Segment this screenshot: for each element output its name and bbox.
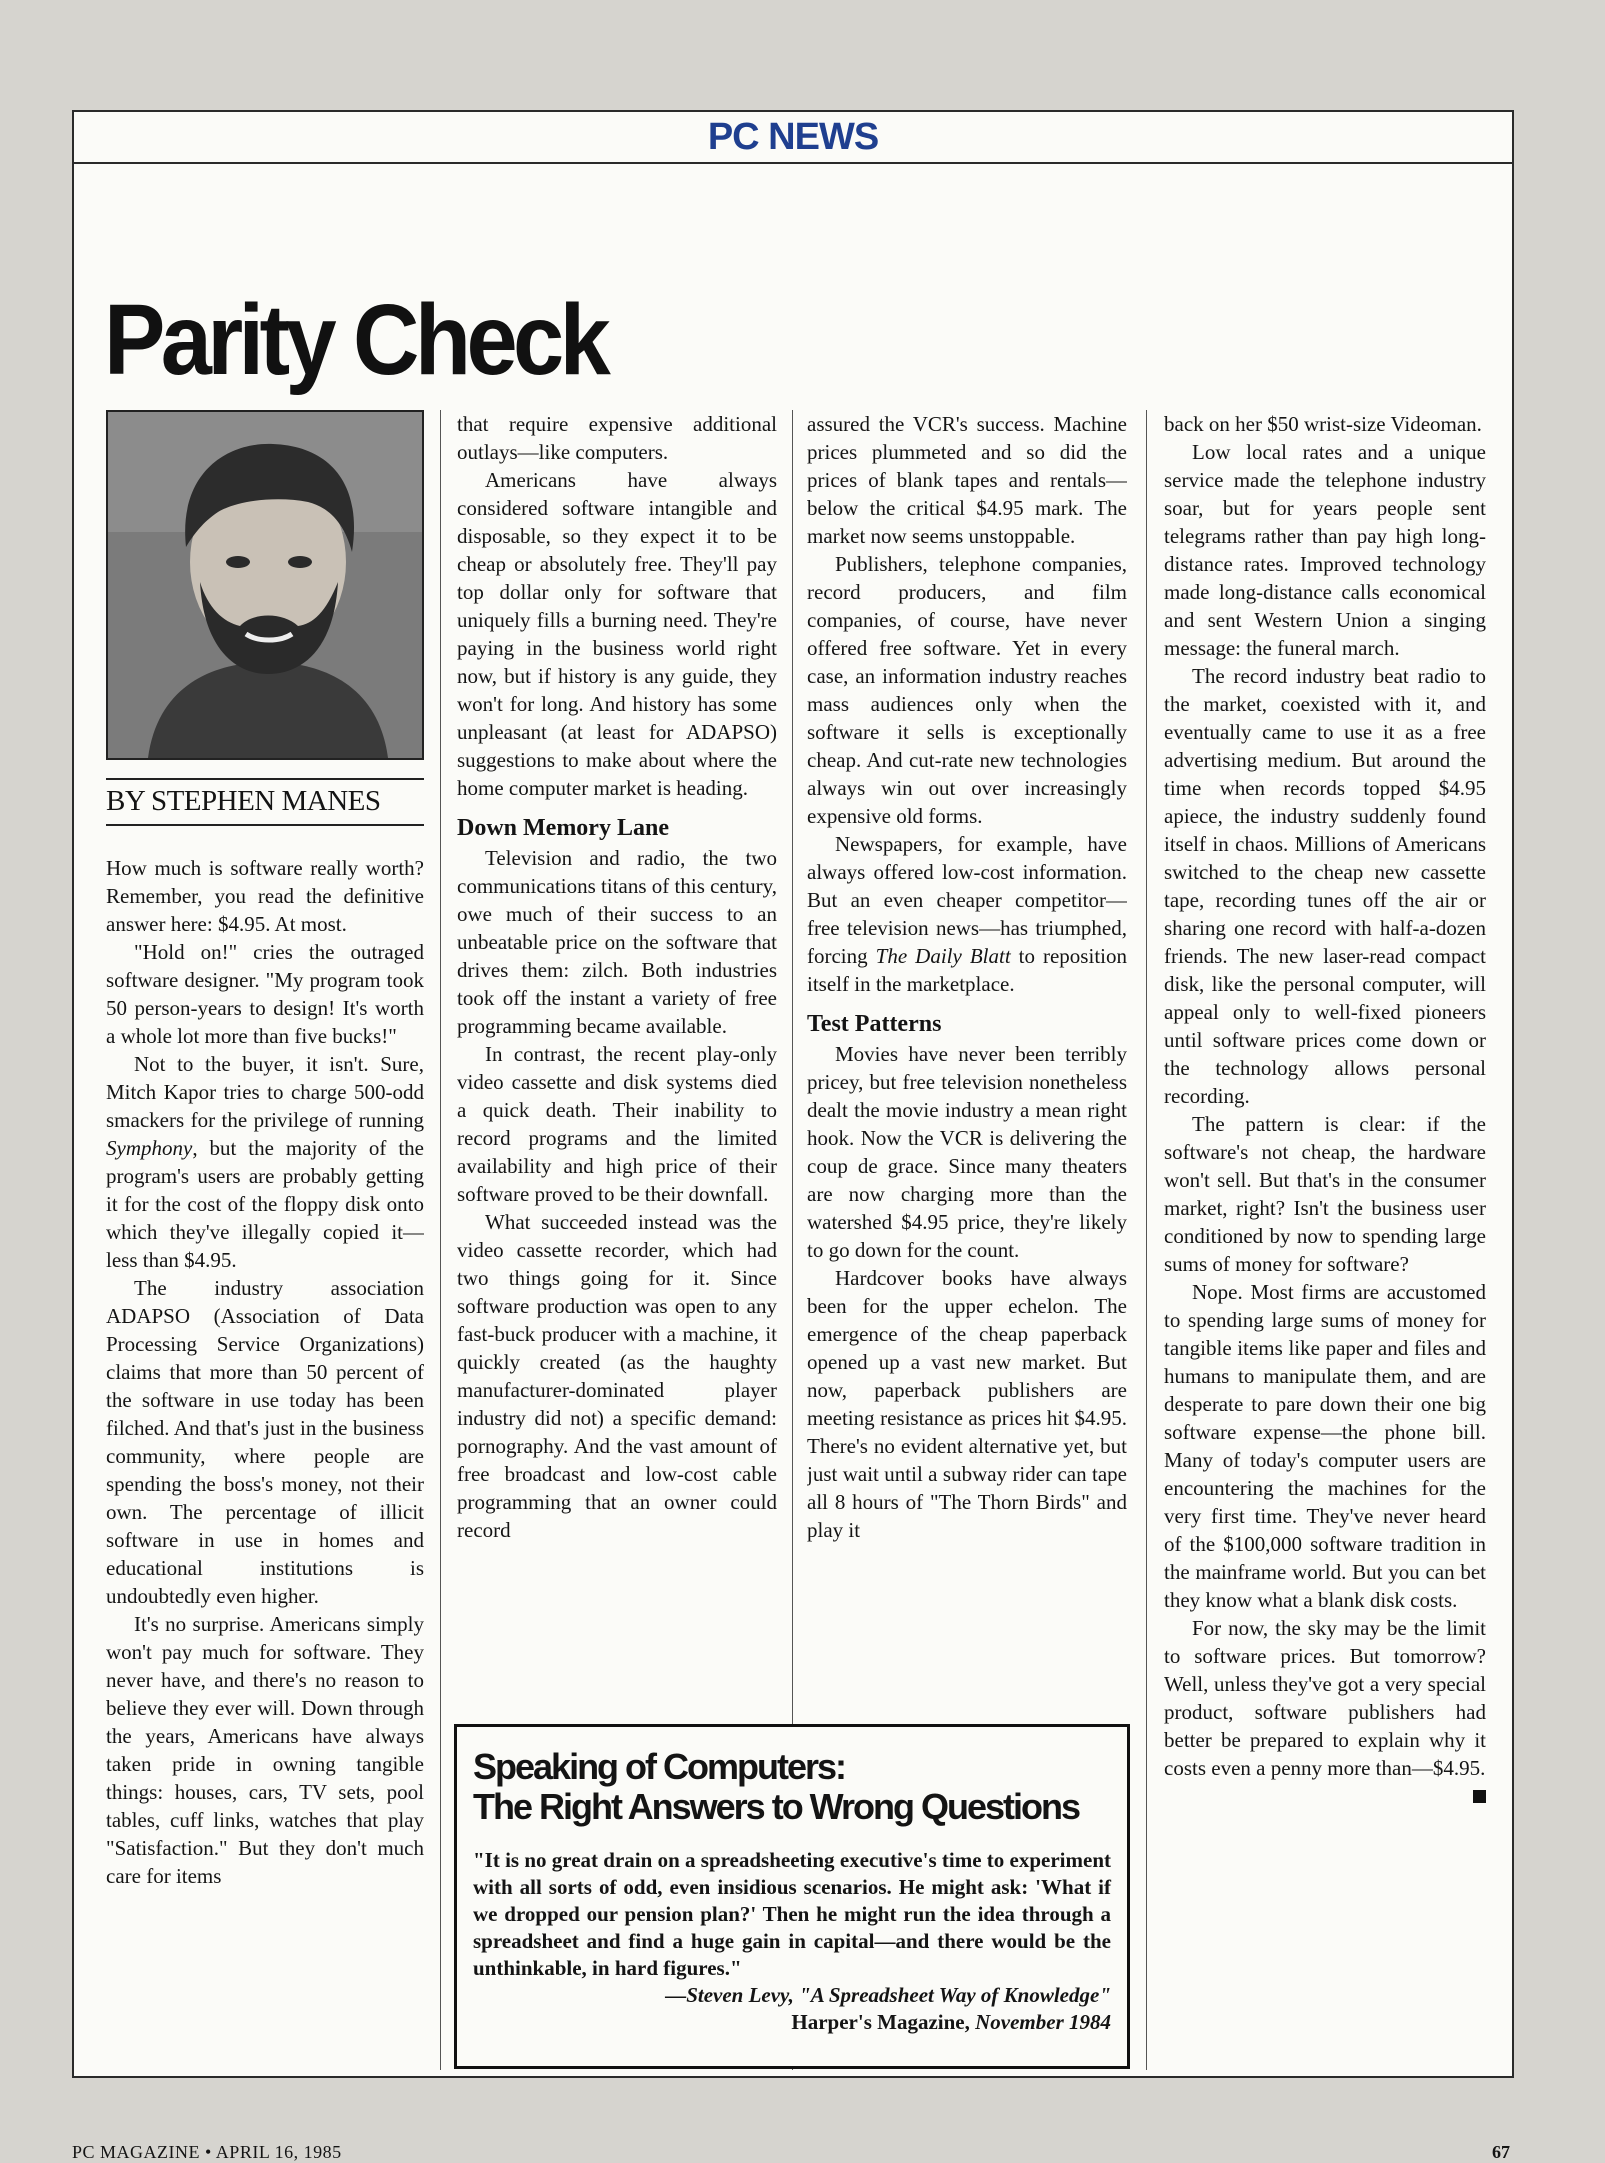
column-4 bbox=[1164, 410, 1486, 2070]
end-mark-icon bbox=[1473, 1790, 1486, 1803]
section-title: PC NEWS bbox=[707, 116, 879, 158]
subhead-down-memory-lane: Down Memory Lane bbox=[457, 815, 669, 841]
col4-paragraph: back on her $50 wrist-size Videoman. bbox=[1164, 412, 1482, 436]
col4-paragraph: Low local rates and a unique service made the telephone industry soar, but for years people sent telegrams rather than pay high long-distance rates. Improved technology made long-distance calls economical and sent Western Union a singing message: the funeral march. bbox=[1164, 440, 1486, 660]
quote-source: Harper's Magazine, November 1984 bbox=[791, 2010, 1111, 2034]
col1-paragraph: Not to the buyer, it isn't. Sure, Mitch Kapor tries to charge 500-odd smackers for the privilege of running Symphony, but the majority of the program's users are probably getting it for the cost of the floppy disk onto which they've illegally copied it—less than $4.95. bbox=[106, 1052, 424, 1272]
col3-paragraph: Newspapers, for example, have always offered low-cost information. But an even cheaper competitor—free television news—has triumphed, forcing The Daily Blatt to reposition itself in the marketplace. bbox=[807, 832, 1127, 996]
col4-paragraph: The record industry beat radio to the market, coexisted with it, and eventually came to use it as a free advertising medium. But around the time when records topped $4.95 apiece, the industry suddenly found itself in chaos. Millions of Americans switched to the cheap new cassette tape, recording tunes off the air or sharing one record with half-a-dozen friends. The new laser-read compact disk, like the personal computer, will appeal only to well-fixed pioneers until software prices come down or the technology allows personal recording. bbox=[1164, 664, 1486, 1108]
column-rule bbox=[1146, 410, 1147, 2070]
subhead-test-patterns: Test Patterns bbox=[807, 1011, 942, 1037]
footer-publication: PC MAGAZINE • APRIL 16, 1985 bbox=[72, 2142, 342, 2162]
col4-paragraph: Nope. Most firms are accustomed to spending large sums of money for tangible items like paper and files and humans to manipulate them, and are desperate to pare down their one big software expense—the phone bill. Many of today's computer users are encountering the machines for the very first time. They've never heard of the $100,000 software tradition in the mainframe world. But you can bet they know what a blank disk costs. bbox=[1164, 1280, 1486, 1612]
col3-paragraph: Movies have never been terribly pricey, but free television nonetheless dealt the movie industry a mean right hook. Now the VCR is delivering the coup de grace. Since many theaters are now charging more than the watershed $4.95 price, they're likely to go down for the count. bbox=[807, 1042, 1127, 1262]
col3-paragraph: Hardcover books have always been for the upper echelon. The emergence of the cheap paperback opened up a vast new market. But now, paperback publishers are meeting resistance as prices hit $4.95. There's no evident alternative yet, but just wait until a subway rider can tape all 8 hours of "The Thorn Birds" and play it bbox=[807, 1266, 1127, 1542]
portrait-image bbox=[108, 412, 422, 758]
quote-attribution: —Steven Levy, "A Spreadsheet Way of Knowledge" bbox=[665, 1983, 1111, 2007]
col2-paragraph: In contrast, the recent play-only video cassette and disk systems died a quick death. Their inability to record programs and the limited availability and high price of their software proved to be their downfall. bbox=[457, 1042, 777, 1206]
col4-paragraph: For now, the sky may be the limit to software prices. But tomorrow? Well, unless they've got a very special product, software publishers had better be prepared to explain why it costs even a penny more than—$4.95. bbox=[1164, 1614, 1486, 1782]
col2-paragraph: that require expensive additional outlays—like computers. bbox=[457, 412, 777, 464]
col1-paragraph: "Hold on!" cries the outraged software designer. "My program took 50 person-years to design! It's worth a whole lot more than five bucks!" bbox=[106, 940, 424, 1048]
col1-paragraph: How much is software really worth? Remember, you read the definitive answer here: $4.95. At most. bbox=[106, 856, 424, 936]
quote-text: "It is no great drain on a spreadsheeting executive's time to experiment with all sorts of odd, even insidious scenarios. He might ask: 'What if we dropped our pension plan?' Then he might run the idea through a spreadsheet and find a huge gain in capital—and there would be the unthinkable, in hard figures." bbox=[473, 1848, 1111, 1980]
quote-title: Speaking of Computers: The Right Answers to Wrong Questions bbox=[473, 1746, 1080, 1827]
col1-paragraph: The industry association ADAPSO (Association of Data Processing Service Organizations) claims that more than 50 percent of the software in use today has been filched. And that's just in the business community, where people are spending the boss's money, not their own. The percentage of illicit software in use in homes and educational institutions is undoubtedly even higher. bbox=[106, 1276, 424, 1608]
author-photo bbox=[106, 410, 424, 760]
col2-paragraph: Americans have always considered software intangible and disposable, so they expect it to be cheap or absolutely free. They'll pay top dollar only for software that uniquely fills a burning need. They're paying in the business world right now, but if history is any guide, they won't for long. And history has some unpleasant (at least for ADAPSO) suggestions to make about where the home computer market is heading. bbox=[457, 468, 777, 800]
article-page bbox=[72, 110, 1514, 2078]
pull-quote-box bbox=[454, 1724, 1130, 2069]
byline: BY STEPHEN MANES bbox=[106, 778, 424, 826]
col4-paragraph: The pattern is clear: if the software's not cheap, the hardware won't sell. But that's in the consumer market, right? Isn't the business user conditioned by now to spending large sums of money for software? bbox=[1164, 1112, 1486, 1276]
col3-paragraph: Publishers, telephone companies, record producers, and film companies, of course, have never offered free software. Yet in every case, an information industry reaches mass audiences only when the software it sells is exceptionally cheap. And cut-rate new technologies always win out over increasingly expensive old forms. bbox=[807, 552, 1127, 828]
page-number: 67 bbox=[1492, 2142, 1510, 2162]
col3-paragraph: assured the VCR's success. Machine prices plummeted and so did the prices of blank tapes and rentals—below the critical $4.95 mark. The market now seems unstoppable. bbox=[807, 412, 1127, 548]
section-header bbox=[74, 112, 1512, 164]
col2-paragraph: What succeeded instead was the video cassette recorder, which had two things going for it. Since software production was open to any fast-buck producer with a machine, it quickly created (as the haughty manufacturer-dominated player industry did not) a specific demand: pornography. And the vast amount of free broadcast and low-cost cable programming that an owner could record bbox=[457, 1210, 777, 1542]
column-rule bbox=[440, 410, 441, 2070]
headline: Parity Check bbox=[104, 284, 607, 396]
column-1 bbox=[106, 410, 424, 2070]
col2-paragraph: Television and radio, the two communications titans of this century, owe much of their success to an unbeatable price on the software that drives them: zilch. Both industries took off the instant a variety of free programming became available. bbox=[457, 846, 777, 1038]
col1-paragraph: It's no surprise. Americans simply won't pay much for software. They never have, and there's no reason to believe they ever will. Down through the years, Americans have always taken pride in owning tangible things: houses, cars, TV sets, pool tables, cuff links, watches that play "Satisfaction." But they don't much care for items bbox=[106, 1612, 424, 1888]
